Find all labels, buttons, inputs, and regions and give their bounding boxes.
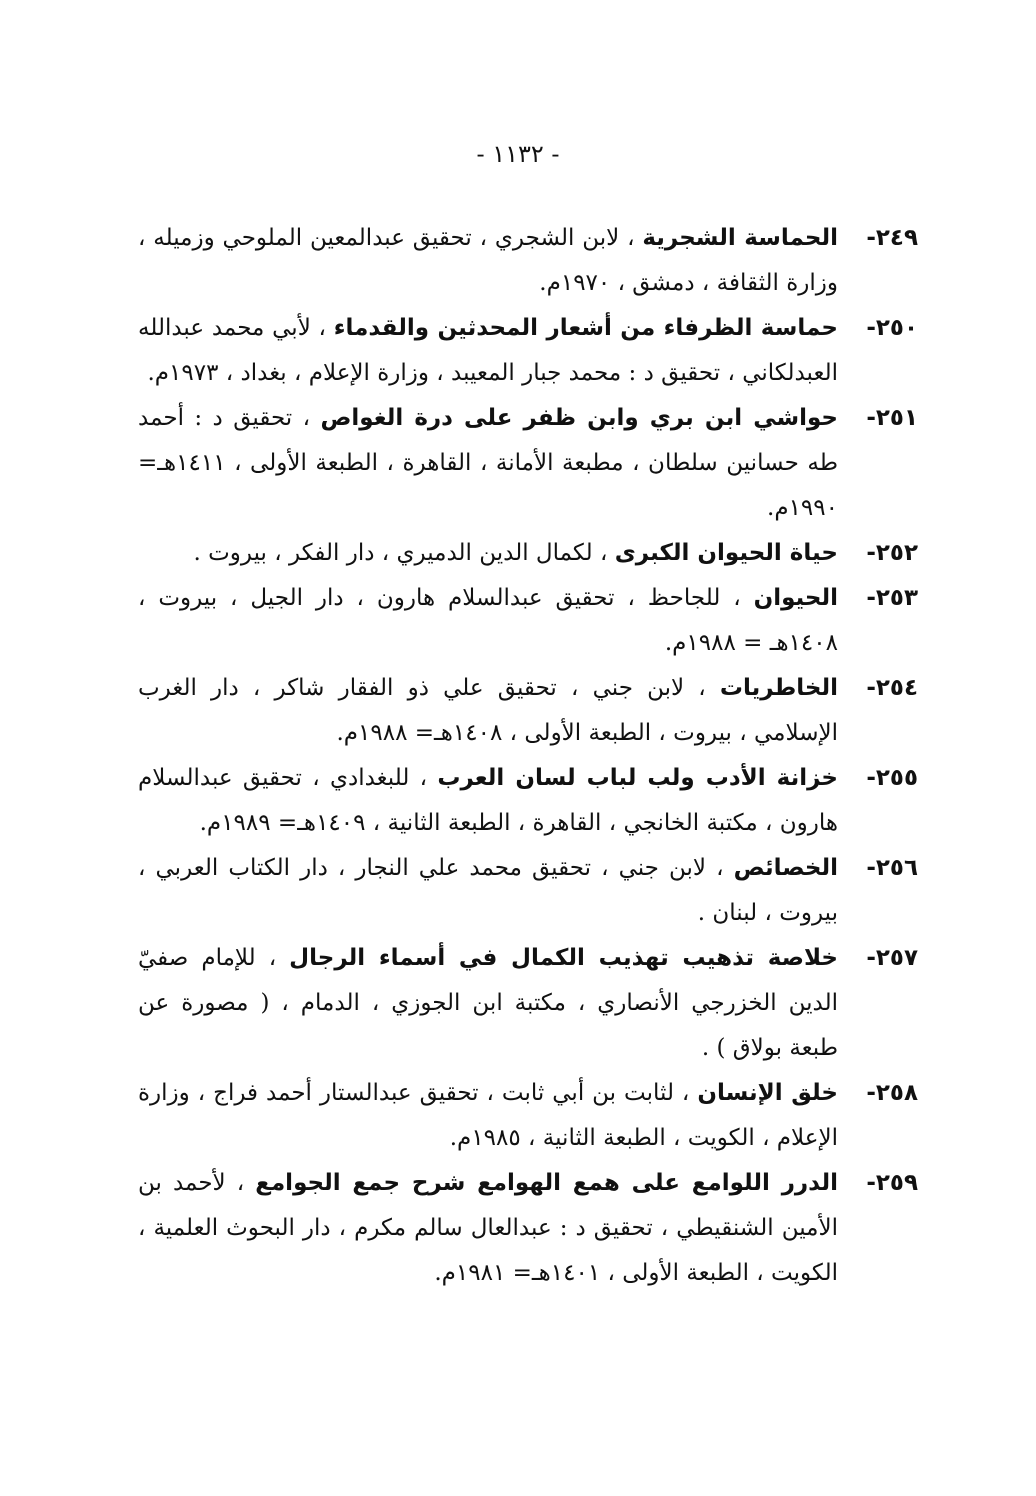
list-item <box>138 306 918 396</box>
entry-details: ، لأحمد بن الأمين الشنقيطي ، تحقيق د : عبدالعال سالم مكرم ، دار البحوث العلمية ، الكويت ، الطبعة الأولى ، ١٤٠١هـ= ١٩٨١م. <box>138 1170 838 1286</box>
entry-title: الخصائص <box>733 855 838 881</box>
entry-details: ، لابن جني ، تحقيق محمد علي النجار ، دار الكتاب العربي ، بيروت ، لبنان . <box>138 855 838 926</box>
entry-title: الحماسة الشجرية <box>642 225 838 251</box>
entry-details: ، لابن جني ، تحقيق علي ذو الفقار شاكر ، دار الغرب الإسلامي ، بيروت ، الطبعة الأولى ، ١٤٠٨هـ= ١٩٨٨م. <box>138 675 838 746</box>
entry-number: ٢٥٢- <box>866 540 918 566</box>
entry-title: الدرر اللوامع على همع الهوامع شرح جمع الجوامع <box>255 1170 838 1196</box>
list-item <box>138 1161 918 1296</box>
entry-number: ٢٥٨- <box>866 1080 918 1106</box>
list-item <box>138 531 918 576</box>
list-item <box>138 936 918 1071</box>
entry-title: الخاطريات <box>719 675 838 701</box>
entry-number: ٢٥٩- <box>866 1170 918 1196</box>
entry-details: ، للإمام صفيّ الدين الخزرجي الأنصاري ، مكتبة ابن الجوزي ، الدمام ، ( مصورة عن طبعة بولاق ) . <box>138 945 838 1061</box>
entry-details: ، تحقيق د : أحمد طه حسانين سلطان ، مطبعة الأمانة ، القاهرة ، الطبعة الأولى ، ١٤١١هـ= ١٩٩٠م. <box>138 405 838 521</box>
entry-number: ٢٥٧- <box>866 945 918 971</box>
entry-details: ، لابن الشجري ، تحقيق عبدالمعين الملوحي وزميله ، وزارة الثقافة ، دمشق ، ١٩٧٠م. <box>138 225 838 296</box>
list-item <box>138 756 918 846</box>
entry-number: ٢٥٥- <box>866 765 918 791</box>
list-item <box>138 846 918 936</box>
entry-title: حواشي ابن بري وابن ظفر على درة الغواص <box>320 405 839 431</box>
entry-details: ، لأبي محمد عبدالله العبدلكاني ، تحقيق د : محمد جبار المعيبد ، وزارة الإعلام ، بغداد ، ١٩٧٣م. <box>138 315 838 386</box>
list-item <box>138 216 918 306</box>
list-item <box>138 1071 918 1161</box>
entry-details: ، لثابت بن أبي ثابت ، تحقيق عبدالستار أحمد فراج ، وزارة الإعلام ، الكويت ، الطبعة الثانية ، ١٩٨٥م. <box>138 1080 838 1151</box>
entry-title: حماسة الظرفاء من أشعار المحدثين والقدماء <box>333 315 838 341</box>
page-number: - ١١٣٢ - <box>476 140 560 168</box>
entry-title: خلق الإنسان <box>697 1080 838 1106</box>
entry-title: الحيوان <box>753 585 838 611</box>
entry-details: ، لكمال الدين الدميري ، دار الفكر ، بيروت . <box>193 540 615 566</box>
entry-title: خلاصة تذهيب تهذيب الكمال في أسماء الرجال <box>289 945 838 971</box>
entry-number: ٢٥٠- <box>866 315 918 341</box>
entry-number: ٢٥١- <box>866 405 918 431</box>
entry-number: ٢٤٩- <box>866 225 918 251</box>
entry-number: ٢٥٤- <box>866 675 918 701</box>
entry-title: خزانة الأدب ولب لباب لسان العرب <box>437 765 838 791</box>
list-item <box>138 666 918 756</box>
entry-title: حياة الحيوان الكبرى <box>614 540 838 566</box>
list-item <box>138 576 918 666</box>
bibliography-list <box>138 216 918 1296</box>
entry-details: ، للبغدادي ، تحقيق عبدالسلام هارون ، مكتبة الخانجي ، القاهرة ، الطبعة الثانية ، ١٤٠٩هـ= ١٩٨٩م. <box>138 765 838 836</box>
list-item <box>138 396 918 531</box>
entry-number: ٢٥٦- <box>866 855 918 881</box>
entry-details: ، للجاحظ ، تحقيق عبدالسلام هارون ، دار الجيل ، بيروت ، ١٤٠٨هـ = ١٩٨٨م. <box>138 585 838 656</box>
entry-number: ٢٥٣- <box>866 585 918 611</box>
